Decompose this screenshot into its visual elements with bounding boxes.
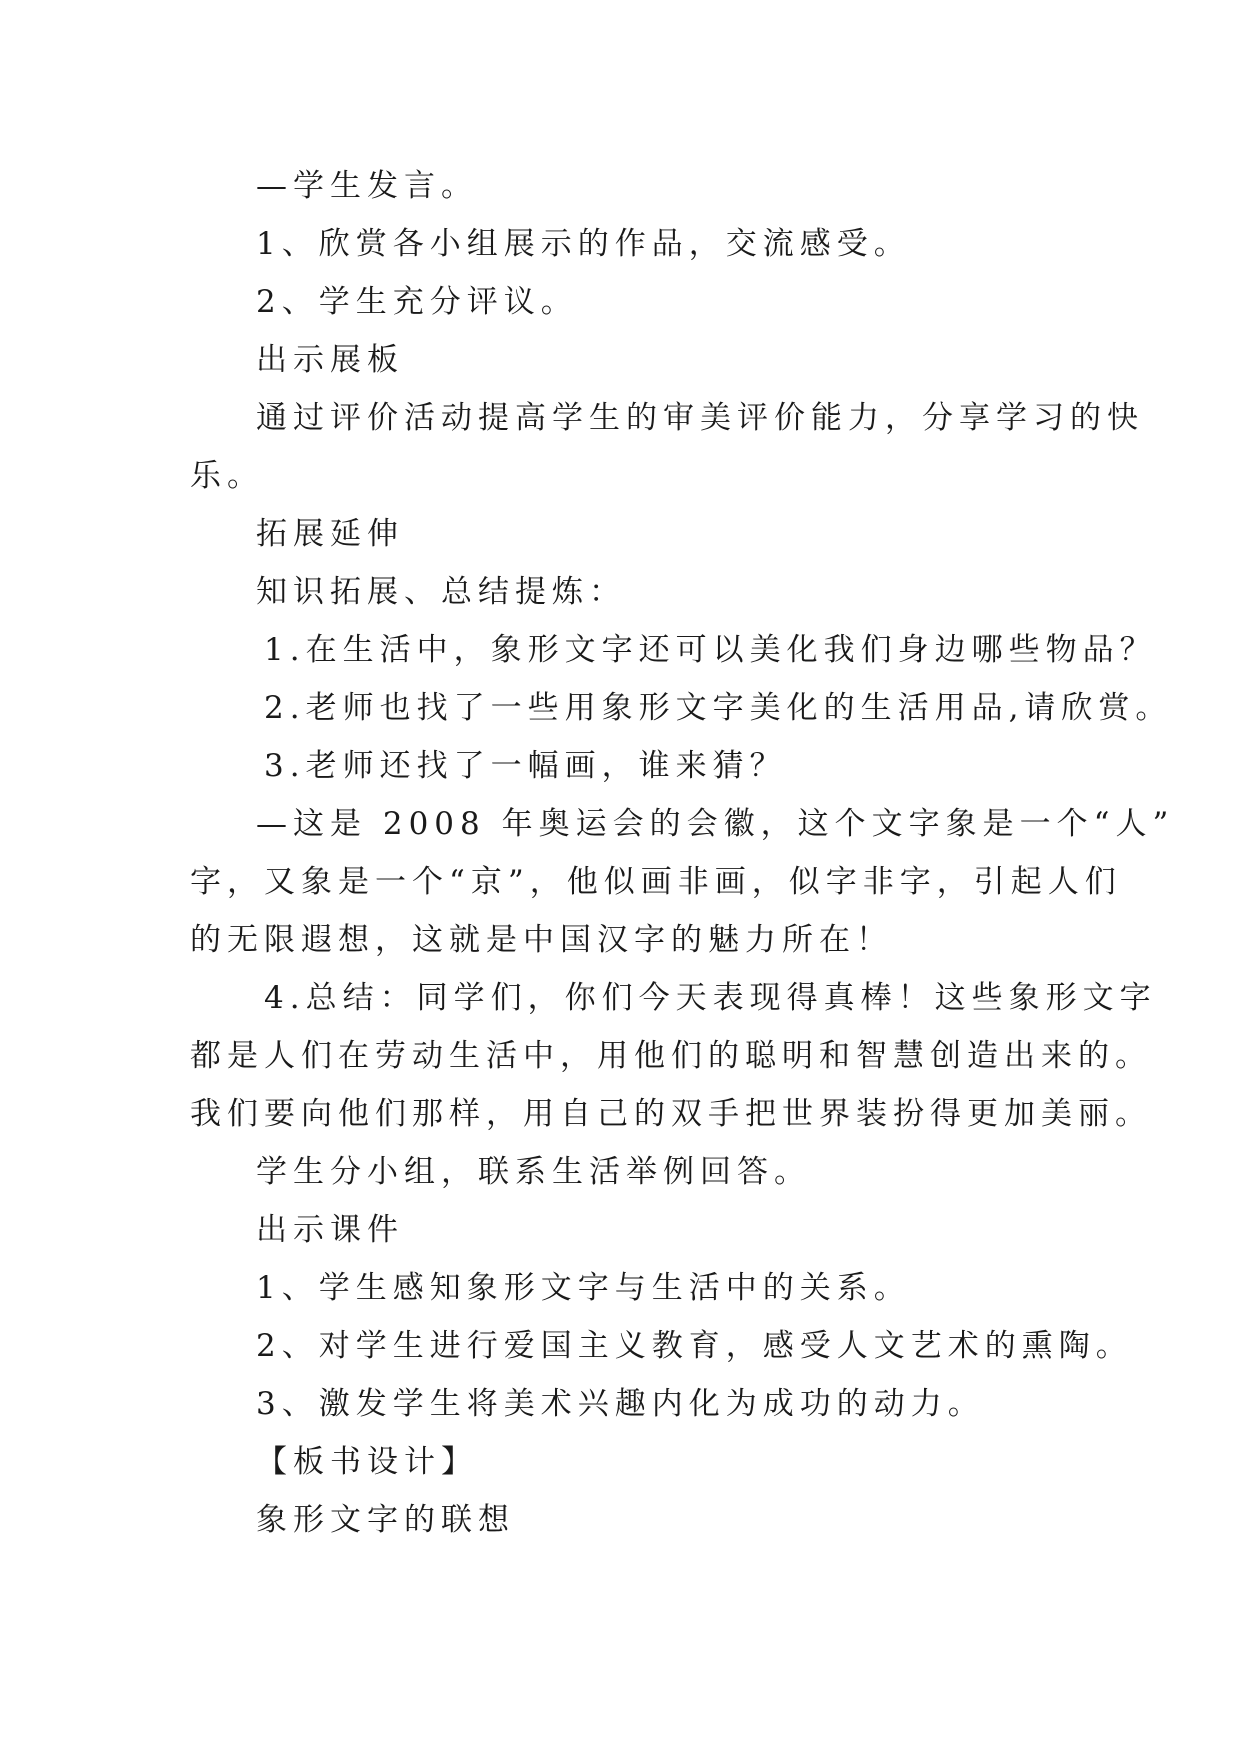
text-line-student-review: 2、学生充分评议。 (256, 284, 578, 320)
text-line-show-board: 出示展板 (256, 342, 404, 378)
text-line-evaluation-goal-cont: 乐。 (190, 458, 264, 494)
section-heading-board-design: 【板书设计】 (256, 1444, 478, 1480)
text-line-summary-cont-2: 我们要向他们那样，用自己的双手把世界装扮得更加美丽。 (190, 1096, 1152, 1132)
list-item-goal-3: 3、激发学生将美术兴趣内化为成功的动力。 (256, 1386, 985, 1422)
list-item-summary: 4.总结：同学们，你们今天表现得真棒！这些象形文字 (264, 980, 1157, 1016)
list-item-goal-2: 2、对学生进行爱国主义教育，感受人文艺术的熏陶。 (256, 1328, 1133, 1364)
text-line-board-title: 象形文字的联想 (256, 1502, 515, 1538)
text-line-olympic-emblem-cont-2: 的无限遐想，这就是中国汉字的魅力所在！ (190, 922, 893, 958)
text-line-olympic-emblem-cont-1: 字，又象是一个“京”，他似画非画，似字非字，引起人们 (190, 864, 1122, 900)
text-line-appreciate-works: 1、欣赏各小组展示的作品，交流感受。 (256, 226, 911, 262)
text-line-group-answer: 学生分小组，联系生活举例回答。 (256, 1154, 811, 1190)
list-item-question-1: 1.在生活中，象形文字还可以美化我们身边哪些物品？ (264, 632, 1157, 668)
list-item-question-3: 3.老师还找了一幅画，谁来猜？ (264, 748, 787, 784)
text-line-knowledge-extension: 知识拓展、总结提炼： (256, 574, 626, 610)
text-line-show-courseware: 出示课件 (256, 1212, 404, 1248)
list-item-goal-1: 1、学生感知象形文字与生活中的关系。 (256, 1270, 911, 1306)
text-line-summary-cont-1: 都是人们在劳动生活中，用他们的聪明和智慧创造出来的。 (190, 1038, 1152, 1074)
text-line-olympic-emblem: —这是 2008 年奥运会的会徽，这个文字象是一个“人” (256, 806, 1175, 842)
section-heading-extension: 拓展延伸 (256, 516, 404, 552)
text-line-evaluation-goal: 通过评价活动提高学生的审美评价能力，分享学习的快 (256, 400, 1144, 436)
text-line-student-speech: —学生发言。 (256, 168, 478, 204)
list-item-question-2: 2.老师也找了一些用象形文字美化的生活用品,请欣赏。 (264, 690, 1173, 726)
